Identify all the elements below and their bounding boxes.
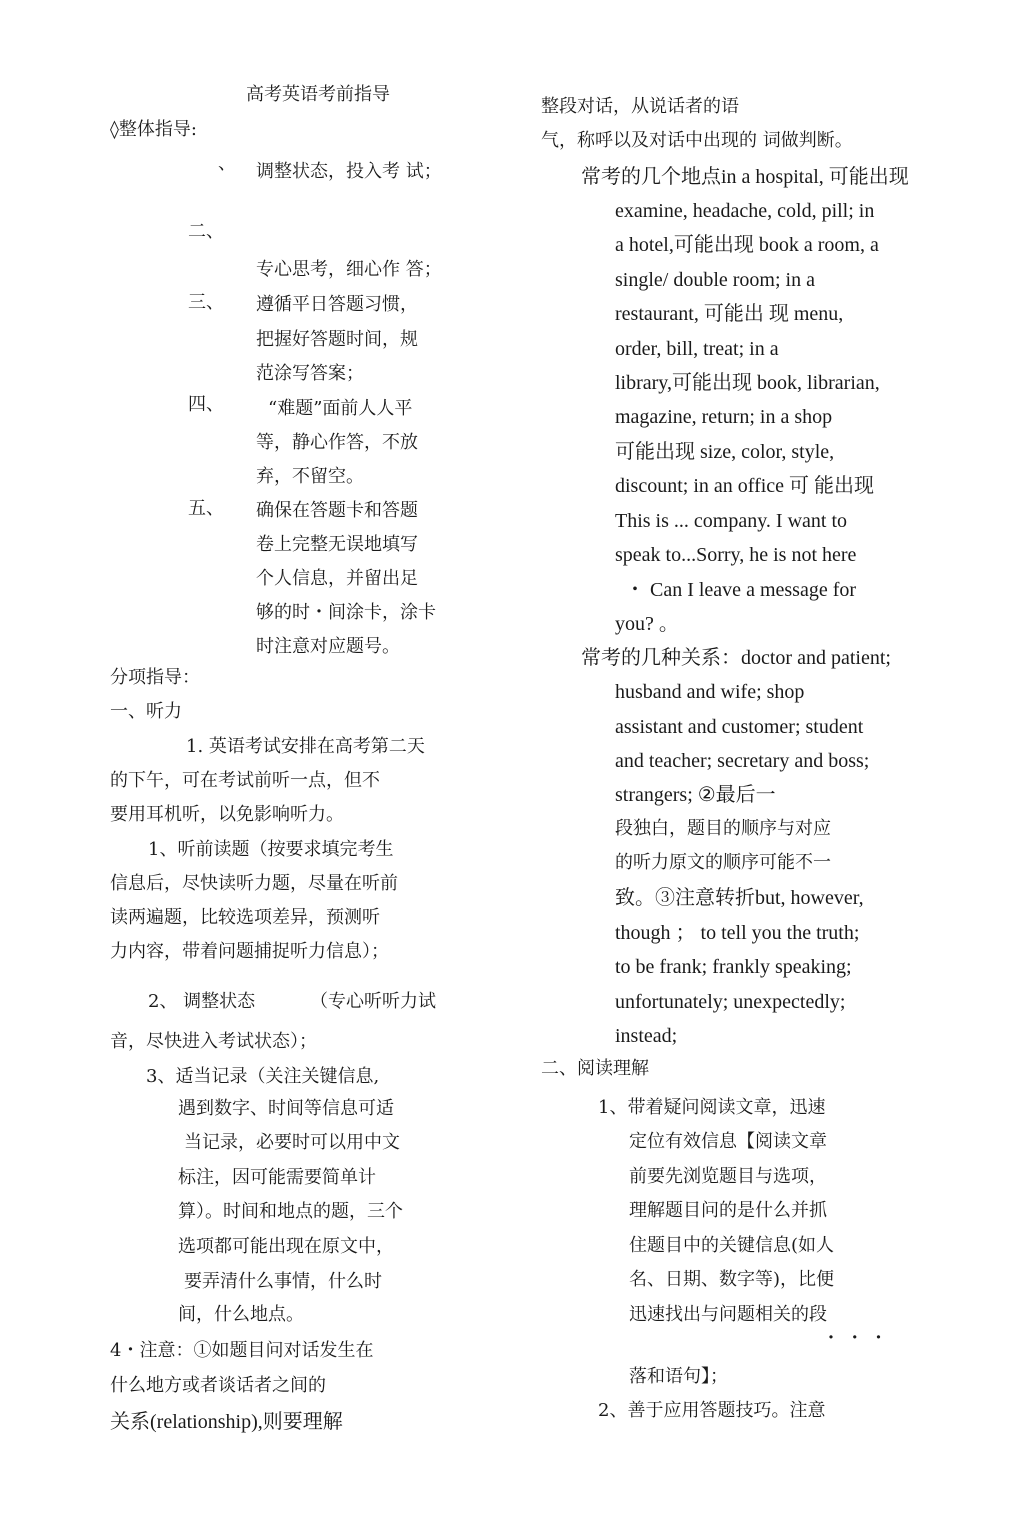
right-column-line: library,可能出现 book, librarian, bbox=[615, 372, 880, 394]
left-column-line: 2、 调整状态 bbox=[148, 991, 256, 1012]
right-column-line: husband and wife; shop bbox=[615, 681, 805, 703]
left-column-line: 的下午，可在考试前听一点，但不 bbox=[110, 770, 380, 791]
left-column-line: 等，静心作答，不放 bbox=[256, 432, 418, 453]
right-column-line: a hotel,可能出现 book a room, a bbox=[615, 234, 879, 256]
right-column-line: This is ... company. I want to bbox=[615, 510, 848, 532]
left-column-line: 关系(relationship),则要理解 bbox=[110, 1411, 343, 1433]
right-column-line: discount; in an office 可 能出现 bbox=[615, 475, 875, 497]
right-column-line: 段独白，题目的顺序与对应 bbox=[615, 818, 831, 839]
left-column-line: 把握好答题时间，规 bbox=[256, 329, 418, 350]
page-title: 高考英语考前指导 bbox=[246, 84, 390, 105]
right-column-line: 落和语句】； bbox=[629, 1366, 728, 1387]
right-column-line: assistant and customer; student bbox=[615, 716, 864, 738]
left-column-line: 要用耳机听，以免影响听力。 bbox=[110, 804, 344, 825]
right-column-line: 理解题目问的是什么并抓 bbox=[629, 1200, 827, 1221]
right-column-line: speak to...Sorry, he is not here bbox=[615, 544, 857, 566]
left-column-line: 专心思考，细心作 答； bbox=[256, 259, 442, 280]
right-column-line: 住题目中的关键信息(如人 bbox=[629, 1235, 835, 1256]
left-column-line: 1. 英语考试安排在高考第二天 bbox=[186, 736, 425, 757]
right-column-line: 常考的几种关系：doctor and patient; bbox=[581, 647, 891, 669]
left-column-line: 三、 bbox=[188, 292, 224, 313]
left-column-line: 什么地方或者谈话者之间的 bbox=[110, 1375, 326, 1396]
right-column-line: unfortunately; unexpectedly; bbox=[615, 991, 846, 1013]
left-column-line: 1、听前读题（按要求填完考生 bbox=[148, 839, 394, 860]
right-column-line: 整段对话，从说话者的语 bbox=[541, 96, 739, 117]
right-column-line: order, bill, treat; in a bbox=[615, 338, 779, 360]
left-column-line: 时注意对应题号。 bbox=[256, 636, 400, 657]
right-column-line: 气，称呼以及对话中出现的 词做判断。 bbox=[541, 130, 853, 151]
right-column-line: restaurant, 可能出 现 menu, bbox=[615, 303, 844, 325]
right-column-line: 致。③注意转折but, however, bbox=[615, 887, 864, 909]
right-column-line: you? 。 bbox=[615, 613, 679, 635]
left-column-line: 读两遍题，比较选项差异，预测听 bbox=[110, 907, 380, 928]
right-column-line: though ； to tell you the truth; bbox=[615, 922, 860, 944]
left-column-line: 、 bbox=[218, 153, 236, 174]
right-column-line: strangers; ②最后一 bbox=[615, 784, 776, 806]
right-column-line: single/ double room; in a bbox=[615, 269, 815, 291]
left-column-line: 卷上完整无误地填写 bbox=[256, 534, 418, 555]
left-column-line: 力内容，带着问题捕捉听力信息）； bbox=[110, 941, 389, 962]
right-column-line: 的听力原文的顺序可能不一 bbox=[615, 852, 831, 873]
right-column-line: ・ Can I leave a message for bbox=[625, 579, 857, 601]
right-column-line: instead; bbox=[615, 1025, 678, 1047]
left-column-line: （专心听听力试 bbox=[310, 991, 436, 1012]
right-column-line: 2、善于应用答题技巧。注意 bbox=[598, 1400, 826, 1421]
left-column-line: 范涂写答案； bbox=[256, 363, 364, 384]
left-column-line: 遇到数字、时间等信息可适 bbox=[178, 1098, 394, 1119]
right-column-line: 前要先浏览题目与选项， bbox=[629, 1166, 827, 1187]
left-column-line: 音，尽快进入考试状态）； bbox=[110, 1031, 317, 1052]
left-column-line: 信息后，尽快读听力题，尽量在听前 bbox=[110, 873, 398, 894]
left-column-line: 够的时・间涂卡，涂卡 bbox=[256, 602, 436, 623]
right-column-line: 可能出现 size, color, style, bbox=[615, 441, 835, 463]
right-column-line: examine, headache, cold, pill; in bbox=[615, 200, 875, 222]
right-column-line: ・ ・ ・ bbox=[822, 1328, 888, 1349]
left-column-line: 确保在答题卡和答题 bbox=[256, 500, 418, 521]
left-column-line: 算）。时间和地点的题，三个 bbox=[178, 1201, 403, 1222]
left-column-line: 间，什么地点。 bbox=[178, 1304, 304, 1325]
right-column-line: 1、带着疑问阅读文章，迅速 bbox=[598, 1097, 826, 1118]
left-column-line: 调整状态，投入考 试； bbox=[256, 161, 442, 182]
left-column-line: 个人信息，并留出足 bbox=[256, 568, 418, 589]
right-column-line: 迅速找出与问题相关的段 bbox=[629, 1304, 827, 1325]
right-column-line: 名、日期、数字等)，比便 bbox=[629, 1269, 835, 1290]
left-column-line: 一、听力 bbox=[110, 701, 182, 722]
left-column-line: 当记录，必要时可以用中文 bbox=[184, 1132, 400, 1153]
right-column-line: and teacher; secretary and boss; bbox=[615, 750, 870, 772]
left-column-line: 选项都可能出现在原文中， bbox=[178, 1236, 394, 1257]
left-column-line: 分项指导： bbox=[110, 667, 200, 688]
left-column-line: 五、 bbox=[188, 498, 224, 519]
left-column-line: 二、 bbox=[188, 221, 224, 242]
right-column-line: to be frank; frankly speaking; bbox=[615, 956, 852, 978]
left-column-line: 遵循平日答题习惯， bbox=[256, 294, 418, 315]
left-column-line: 4・注意：①如题目问对话发生在 bbox=[110, 1340, 374, 1361]
left-column-line: 3、适当记录（关注关键信息, bbox=[146, 1066, 380, 1087]
right-column-line: 二、阅读理解 bbox=[541, 1058, 649, 1079]
right-column-line: magazine, return; in a shop bbox=[615, 406, 833, 428]
right-column-line: 定位有效信息【阅读文章 bbox=[629, 1131, 827, 1152]
right-column-line: 常考的几个地点in a hospital, 可能出现 bbox=[581, 166, 909, 188]
left-column-line: “难题”面前人人平 bbox=[268, 398, 413, 419]
left-column-line: ◊整体指导: bbox=[110, 119, 197, 140]
left-column-line: 标注，因可能需要简单计 bbox=[178, 1167, 376, 1188]
left-column-line: 弃，不留空。 bbox=[256, 466, 364, 487]
left-column-line: 要弄清什么事情，什么时 bbox=[184, 1271, 382, 1292]
left-column-line: 四、 bbox=[188, 394, 224, 415]
